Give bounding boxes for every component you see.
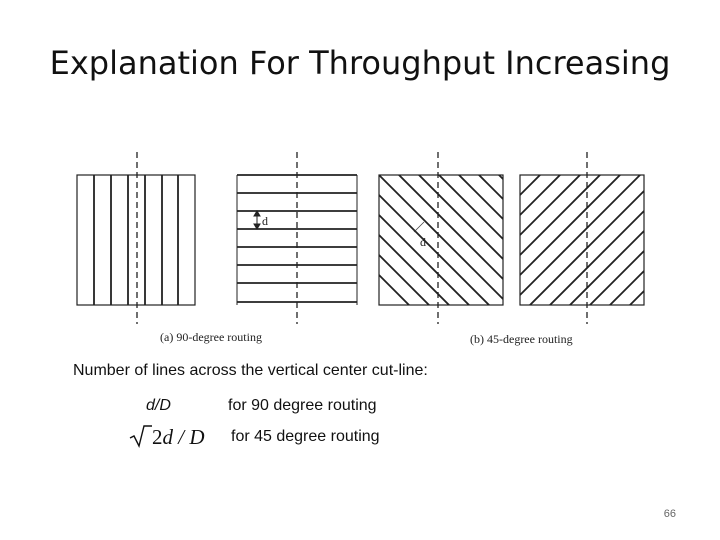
slide-title: Explanation For Throughput Increasing	[49, 44, 671, 82]
desc-45: for 45 degree routing	[231, 428, 380, 445]
panel-45-descending	[379, 55, 519, 415]
spacing-label-90: d	[262, 214, 268, 228]
panel-90-vertical	[77, 175, 195, 305]
panel-45-ascending	[520, 55, 660, 415]
expr-90: d/D	[146, 397, 171, 414]
sqrt-arg: 2	[152, 425, 163, 449]
page-number: 66	[663, 508, 676, 520]
description-text: Number of lines across the vertical center cut-line:	[73, 362, 428, 379]
expr-45	[128, 424, 205, 450]
expr-45-rest: d / D	[162, 425, 205, 449]
caption-45-degree: (b) 45-degree routing	[470, 332, 573, 346]
desc-90: for 90 degree routing	[228, 397, 377, 414]
spacing-label-45: d	[420, 235, 426, 249]
caption-90-degree: (a) 90-degree routing	[160, 330, 262, 344]
spacing-marker-90	[254, 211, 260, 229]
sqrt-symbol	[128, 424, 152, 448]
spacing-marker-45	[414, 222, 424, 232]
